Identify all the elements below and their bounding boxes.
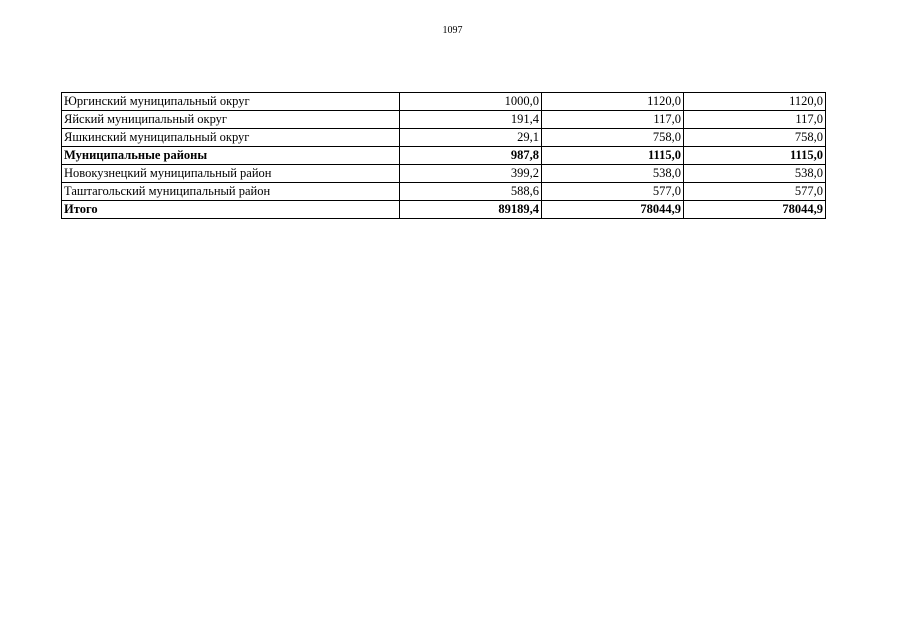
row-name-cell: Таштагольский муниципальный район [62, 183, 400, 201]
table-row-total [62, 201, 826, 219]
budget-table [61, 92, 826, 219]
value-cell-1: 588,6 [400, 183, 542, 201]
table-row [62, 165, 826, 183]
value-cell-1: 29,1 [400, 129, 542, 147]
value-cell-3: 1115,0 [684, 147, 826, 165]
value-cell-2: 577,0 [542, 183, 684, 201]
value-cell-3: 758,0 [684, 129, 826, 147]
page-number: 1097 [442, 25, 463, 36]
value-cell-3: 538,0 [684, 165, 826, 183]
row-name-cell: Яшкинский муниципальный округ [62, 129, 400, 147]
table-row-subtotal [62, 147, 826, 165]
value-cell-3: 117,0 [684, 111, 826, 129]
value-cell-3: 1120,0 [684, 93, 826, 111]
table-row [62, 111, 826, 129]
table-row [62, 183, 826, 201]
value-cell-1: 1000,0 [400, 93, 542, 111]
row-name-cell: Новокузнецкий муниципальный район [62, 165, 400, 183]
value-cell-1: 399,2 [400, 165, 542, 183]
value-cell-2: 1120,0 [542, 93, 684, 111]
row-name-cell: Юргинский муниципальный округ [62, 93, 400, 111]
value-cell-1: 89189,4 [400, 201, 542, 219]
value-cell-2: 538,0 [542, 165, 684, 183]
row-name-cell: Яйский муниципальный округ [62, 111, 400, 129]
row-name-cell: Итого [62, 201, 400, 219]
value-cell-3: 577,0 [684, 183, 826, 201]
value-cell-2: 1115,0 [542, 147, 684, 165]
value-cell-1: 191,4 [400, 111, 542, 129]
table-row [62, 129, 826, 147]
table-row [62, 93, 826, 111]
value-cell-2: 78044,9 [542, 201, 684, 219]
value-cell-1: 987,8 [400, 147, 542, 165]
value-cell-2: 117,0 [542, 111, 684, 129]
value-cell-3: 78044,9 [684, 201, 826, 219]
row-name-cell: Муниципальные районы [62, 147, 400, 165]
value-cell-2: 758,0 [542, 129, 684, 147]
